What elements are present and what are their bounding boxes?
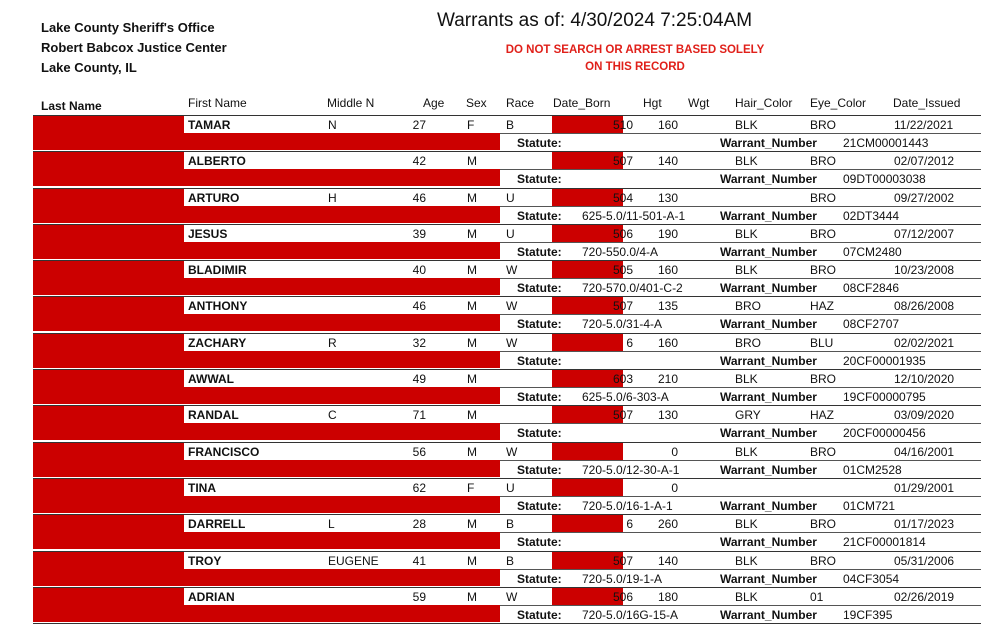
record-first-name: BLADIMIR bbox=[188, 263, 247, 278]
record-warrant-number: 08CF2846 bbox=[843, 281, 900, 296]
record-eye-color: BRO bbox=[810, 372, 837, 387]
row-inner-rule bbox=[500, 532, 981, 533]
record-hair-color: BLK bbox=[735, 154, 758, 169]
record-height: 507 bbox=[612, 553, 633, 568]
redacted-last-name bbox=[33, 479, 184, 496]
record-age: 62 bbox=[412, 480, 426, 495]
record-warrant-number: 04CF3054 bbox=[843, 571, 900, 586]
row-inner-rule bbox=[500, 460, 981, 461]
record-first-name: JESUS bbox=[188, 226, 228, 241]
statute-label: Statute: bbox=[517, 535, 562, 550]
col-header-issued: Date_Issued bbox=[893, 96, 961, 110]
record-date-issued: 05/31/2006 bbox=[894, 553, 955, 568]
table-row bbox=[0, 514, 1000, 550]
record-first-name: ZACHARY bbox=[188, 335, 247, 350]
record-sex: M bbox=[467, 263, 477, 278]
record-eye-color: BRO bbox=[810, 226, 837, 241]
report-title: Warrants as of: 4/30/2024 7:25:04AM bbox=[437, 10, 753, 31]
warrant-number-label: Warrant_Number bbox=[720, 498, 817, 513]
record-race: W bbox=[506, 299, 518, 314]
statute-label: Statute: bbox=[517, 390, 562, 405]
record-first-name: TINA bbox=[188, 480, 216, 495]
org-location: Lake County, IL bbox=[41, 60, 137, 75]
record-hair-color: BLK bbox=[735, 226, 758, 241]
record-age: 41 bbox=[412, 553, 426, 568]
record-age: 28 bbox=[412, 517, 426, 532]
record-height: 504 bbox=[612, 190, 633, 205]
statute-label: Statute: bbox=[517, 426, 562, 441]
record-middle-name: H bbox=[328, 190, 337, 205]
record-statute: 720-550.0/4-A bbox=[582, 244, 659, 259]
redacted-field bbox=[33, 278, 500, 295]
redacted-last-name bbox=[33, 370, 184, 387]
record-first-name: ANTHONY bbox=[188, 299, 248, 314]
record-height: 603 bbox=[612, 372, 633, 387]
record-age: 42 bbox=[412, 154, 426, 169]
redacted-last-name bbox=[33, 225, 184, 242]
redacted-field bbox=[33, 423, 500, 440]
record-statute: 720-570.0/401-C-2 bbox=[582, 281, 683, 296]
record-eye-color: HAZ bbox=[810, 408, 834, 423]
redacted-last-name bbox=[33, 261, 184, 278]
record-eye-color: HAZ bbox=[810, 299, 834, 314]
record-sex: M bbox=[467, 190, 477, 205]
record-warrant-number: 21CF00001814 bbox=[843, 535, 926, 550]
record-race: U bbox=[506, 226, 515, 241]
org-name: Lake County Sheriff's Office bbox=[41, 20, 215, 35]
record-weight: 180 bbox=[657, 589, 678, 604]
col-header-eye: Eye_Color bbox=[810, 96, 867, 110]
record-statute: 720-5.0/16-1-A-1 bbox=[582, 498, 673, 513]
warning-line-1: DO NOT SEARCH OR ARREST BASED SOLELY bbox=[505, 44, 765, 56]
record-statute: 720-5.0/12-30-A-1 bbox=[582, 462, 680, 477]
record-weight: 0 bbox=[671, 444, 678, 459]
record-hair-color: GRY bbox=[735, 408, 761, 423]
record-date-issued: 04/16/2001 bbox=[894, 444, 955, 459]
record-weight: 260 bbox=[657, 517, 678, 532]
record-date-issued: 09/27/2002 bbox=[894, 190, 955, 205]
record-date-issued: 01/29/2001 bbox=[894, 480, 955, 495]
record-date-issued: 11/22/2021 bbox=[894, 118, 954, 132]
record-age: 46 bbox=[412, 190, 426, 205]
warrant-number-label: Warrant_Number bbox=[720, 208, 817, 223]
record-age: 32 bbox=[412, 335, 426, 350]
record-weight: 160 bbox=[657, 263, 678, 278]
record-hair-color: BLK bbox=[735, 372, 758, 387]
record-first-name: ALBERTO bbox=[188, 154, 246, 169]
warrant-number-label: Warrant_Number bbox=[720, 390, 817, 405]
redacted-field bbox=[33, 532, 500, 549]
record-race: W bbox=[506, 589, 518, 604]
record-hair-color: BRO bbox=[735, 299, 762, 314]
record-height: 6 bbox=[626, 517, 633, 532]
statute-label: Statute: bbox=[517, 208, 562, 223]
redacted-last-name bbox=[33, 443, 184, 460]
warning-line-2: ON THIS RECORD bbox=[585, 61, 685, 73]
record-race: U bbox=[506, 190, 515, 205]
record-date-issued: 12/10/2020 bbox=[894, 372, 955, 387]
record-warrant-number: 01CM2528 bbox=[843, 462, 902, 477]
record-warrant-number: 08CF2707 bbox=[843, 317, 900, 332]
record-sex: M bbox=[467, 372, 477, 387]
record-hair-color: BLK bbox=[735, 589, 758, 604]
record-first-name: FRANCISCO bbox=[188, 444, 260, 459]
record-first-name: RANDAL bbox=[188, 408, 239, 423]
record-eye-color: BRO bbox=[810, 263, 837, 278]
table-bottom-rule bbox=[33, 623, 981, 624]
redacted-field bbox=[33, 133, 500, 150]
warrant-number-label: Warrant_Number bbox=[720, 353, 817, 368]
record-weight: 210 bbox=[657, 372, 678, 387]
record-weight: 160 bbox=[657, 335, 678, 350]
record-age: 27 bbox=[412, 118, 426, 132]
record-warrant-number: 20CF00000456 bbox=[843, 426, 926, 441]
record-race: U bbox=[506, 480, 515, 495]
record-warrant-number: 19CF00000795 bbox=[843, 390, 926, 405]
row-inner-rule bbox=[500, 278, 981, 279]
record-sex: M bbox=[467, 444, 477, 459]
record-height: 6 bbox=[626, 335, 633, 350]
org-facility: Robert Babcox Justice Center bbox=[41, 40, 227, 55]
table-row bbox=[0, 369, 1000, 405]
table-row bbox=[0, 188, 1000, 224]
table-row bbox=[0, 478, 1000, 514]
statute-label: Statute: bbox=[517, 353, 562, 368]
record-first-name: TAMAR bbox=[188, 118, 231, 132]
record-sex: M bbox=[467, 589, 477, 604]
record-sex: M bbox=[467, 517, 477, 532]
redacted-last-name bbox=[33, 515, 184, 532]
record-height: 507 bbox=[612, 408, 633, 423]
redacted-field bbox=[33, 206, 500, 223]
record-race: W bbox=[506, 335, 518, 350]
record-height: 506 bbox=[612, 589, 633, 604]
redacted-last-name bbox=[33, 334, 184, 351]
record-middle-name: N bbox=[328, 118, 337, 132]
statute-label: Statute: bbox=[517, 317, 562, 332]
statute-label: Statute: bbox=[517, 498, 562, 513]
record-weight: 130 bbox=[657, 408, 678, 423]
record-middle-name: L bbox=[328, 517, 335, 532]
record-sex: M bbox=[467, 299, 477, 314]
record-eye-color: BRO bbox=[810, 154, 837, 169]
redacted-date-born bbox=[552, 443, 623, 460]
warrant-number-label: Warrant_Number bbox=[720, 462, 817, 477]
record-weight: 160 bbox=[657, 118, 678, 132]
warrant-number-label: Warrant_Number bbox=[720, 571, 817, 586]
record-hair-color: BLK bbox=[735, 444, 758, 459]
record-eye-color: BRO bbox=[810, 517, 837, 532]
record-age: 39 bbox=[412, 226, 426, 241]
col-header-hair: Hair_Color bbox=[735, 96, 793, 110]
warrant-number-label: Warrant_Number bbox=[720, 317, 817, 332]
record-height: 507 bbox=[612, 154, 633, 169]
col-header-last-name: Last Name bbox=[41, 99, 102, 113]
record-hair-color: BLK bbox=[735, 553, 758, 568]
col-header-hgt: Hgt bbox=[643, 96, 662, 110]
row-inner-rule bbox=[500, 423, 981, 424]
record-statute: 625-5.0/11-501-A-1 bbox=[582, 208, 686, 223]
record-eye-color: 01 bbox=[810, 589, 824, 604]
record-date-issued: 03/09/2020 bbox=[894, 408, 955, 423]
record-height: 505 bbox=[612, 263, 633, 278]
record-middle-name: R bbox=[328, 335, 337, 350]
col-header-sex: Sex bbox=[466, 96, 487, 110]
statute-label: Statute: bbox=[517, 172, 562, 187]
row-inner-rule bbox=[500, 351, 981, 352]
record-sex: F bbox=[467, 118, 475, 132]
row-inner-rule bbox=[500, 387, 981, 388]
record-warrant-number: 19CF395 bbox=[843, 607, 893, 622]
statute-label: Statute: bbox=[517, 136, 562, 150]
record-sex: F bbox=[467, 480, 475, 495]
warrant-number-label: Warrant_Number bbox=[720, 244, 817, 259]
record-date-issued: 10/23/2008 bbox=[894, 263, 955, 278]
record-age: 46 bbox=[412, 299, 426, 314]
record-eye-color: BLU bbox=[810, 335, 834, 350]
record-date-issued: 02/26/2019 bbox=[894, 589, 955, 604]
warrant-list bbox=[0, 115, 1000, 623]
record-warrant-number: 01CM721 bbox=[843, 498, 896, 513]
record-age: 49 bbox=[412, 372, 426, 387]
record-weight: 140 bbox=[657, 154, 678, 169]
record-sex: M bbox=[467, 553, 477, 568]
table-row bbox=[0, 587, 1000, 623]
record-eye-color: BRO bbox=[810, 444, 837, 459]
warrant-number-label: Warrant_Number bbox=[720, 281, 817, 296]
record-warrant-number: 09DT00003038 bbox=[843, 172, 926, 187]
row-inner-rule bbox=[500, 314, 981, 315]
table-row bbox=[0, 296, 1000, 332]
row-inner-rule bbox=[500, 169, 981, 170]
warrant-number-label: Warrant_Number bbox=[720, 426, 817, 441]
redacted-last-name bbox=[33, 406, 184, 423]
redacted-field bbox=[33, 387, 500, 404]
record-warrant-number: 20CF00001935 bbox=[843, 353, 926, 368]
record-eye-color: BRO bbox=[810, 118, 837, 132]
record-date-issued: 02/02/2021 bbox=[894, 335, 955, 350]
record-date-issued: 07/12/2007 bbox=[894, 226, 955, 241]
warrant-number-label: Warrant_Number bbox=[720, 136, 817, 150]
record-date-issued: 08/26/2008 bbox=[894, 299, 955, 314]
col-header-first-name: First Name bbox=[188, 96, 247, 110]
table-row bbox=[0, 333, 1000, 369]
record-age: 40 bbox=[412, 263, 426, 278]
record-weight: 140 bbox=[657, 553, 678, 568]
row-inner-rule bbox=[500, 569, 981, 570]
table-row bbox=[0, 260, 1000, 296]
record-first-name: ARTURO bbox=[188, 190, 240, 205]
record-race: B bbox=[506, 517, 515, 532]
redacted-date-born bbox=[552, 479, 623, 496]
record-first-name: TROY bbox=[188, 553, 222, 568]
table-row bbox=[0, 405, 1000, 441]
col-header-age: Age bbox=[423, 96, 445, 110]
col-header-wgt: Wgt bbox=[688, 96, 710, 110]
record-weight: 130 bbox=[657, 190, 678, 205]
redacted-field bbox=[33, 242, 500, 259]
redacted-field bbox=[33, 605, 500, 622]
record-warrant-number: 21CM00001443 bbox=[843, 136, 929, 150]
record-statute: 720-5.0/31-4-A bbox=[582, 317, 663, 332]
statute-label: Statute: bbox=[517, 571, 562, 586]
redacted-last-name bbox=[33, 552, 184, 569]
record-weight: 0 bbox=[671, 480, 678, 495]
table-row bbox=[0, 151, 1000, 187]
record-statute: 720-5.0/19-1-A bbox=[582, 571, 663, 586]
record-sex: M bbox=[467, 408, 477, 423]
redacted-field bbox=[33, 460, 500, 477]
record-middle-name: EUGENE bbox=[328, 553, 379, 568]
record-weight: 190 bbox=[657, 226, 678, 241]
col-header-race: Race bbox=[506, 96, 535, 110]
redacted-field bbox=[33, 314, 500, 331]
col-header-dob: Date_Born bbox=[553, 96, 611, 110]
redacted-field bbox=[33, 496, 500, 513]
redacted-field bbox=[33, 569, 500, 586]
record-race: B bbox=[506, 118, 515, 132]
table-row bbox=[0, 442, 1000, 478]
table-row bbox=[0, 224, 1000, 260]
record-race: W bbox=[506, 444, 518, 459]
record-statute: 625-5.0/6-303-A bbox=[582, 390, 669, 405]
redacted-last-name bbox=[33, 152, 184, 169]
record-hair-color: BRO bbox=[735, 335, 762, 350]
record-age: 56 bbox=[412, 444, 426, 459]
row-inner-rule bbox=[500, 605, 981, 606]
statute-label: Statute: bbox=[517, 281, 562, 296]
record-sex: M bbox=[467, 154, 477, 169]
redacted-last-name bbox=[33, 297, 184, 314]
table-row bbox=[0, 551, 1000, 587]
record-sex: M bbox=[467, 335, 477, 350]
record-warrant-number: 02DT3444 bbox=[843, 208, 900, 223]
record-first-name: ADRIAN bbox=[188, 589, 235, 604]
row-inner-rule bbox=[500, 242, 981, 243]
statute-label: Statute: bbox=[517, 607, 562, 622]
redacted-last-name bbox=[33, 588, 184, 605]
redacted-field bbox=[33, 351, 500, 368]
record-date-issued: 02/07/2012 bbox=[894, 154, 955, 169]
record-hair-color: BLK bbox=[735, 118, 758, 132]
col-header-middle: Middle N bbox=[327, 96, 375, 110]
record-first-name: AWWAL bbox=[188, 372, 234, 387]
redacted-field bbox=[33, 169, 500, 186]
statute-label: Statute: bbox=[517, 462, 562, 477]
row-inner-rule bbox=[500, 496, 981, 497]
record-race: B bbox=[506, 553, 515, 568]
statute-label: Statute: bbox=[517, 244, 562, 259]
warrant-number-label: Warrant_Number bbox=[720, 607, 817, 622]
warrant-number-label: Warrant_Number bbox=[720, 535, 817, 550]
record-warrant-number: 07CM2480 bbox=[843, 244, 902, 259]
record-age: 71 bbox=[412, 408, 426, 423]
row-inner-rule bbox=[500, 133, 981, 134]
record-hair-color: BLK bbox=[735, 517, 758, 532]
record-age: 59 bbox=[412, 589, 426, 604]
record-statute: 720-5.0/16G-15-A bbox=[582, 607, 679, 622]
record-eye-color: BRO bbox=[810, 553, 837, 568]
record-first-name: DARRELL bbox=[188, 517, 246, 532]
record-eye-color: BRO bbox=[810, 190, 837, 205]
table-row bbox=[0, 115, 1000, 151]
record-race: W bbox=[506, 263, 518, 278]
record-date-issued: 01/17/2023 bbox=[894, 517, 955, 532]
record-height: 510 bbox=[612, 118, 633, 132]
redacted-last-name bbox=[33, 116, 184, 133]
row-inner-rule bbox=[500, 206, 981, 207]
record-height: 506 bbox=[612, 226, 633, 241]
warrant-number-label: Warrant_Number bbox=[720, 172, 817, 187]
record-sex: M bbox=[467, 226, 477, 241]
record-middle-name: C bbox=[328, 408, 337, 423]
record-weight: 135 bbox=[657, 299, 678, 314]
redacted-last-name bbox=[33, 189, 184, 206]
record-hair-color: BLK bbox=[735, 263, 758, 278]
record-height: 507 bbox=[612, 299, 633, 314]
